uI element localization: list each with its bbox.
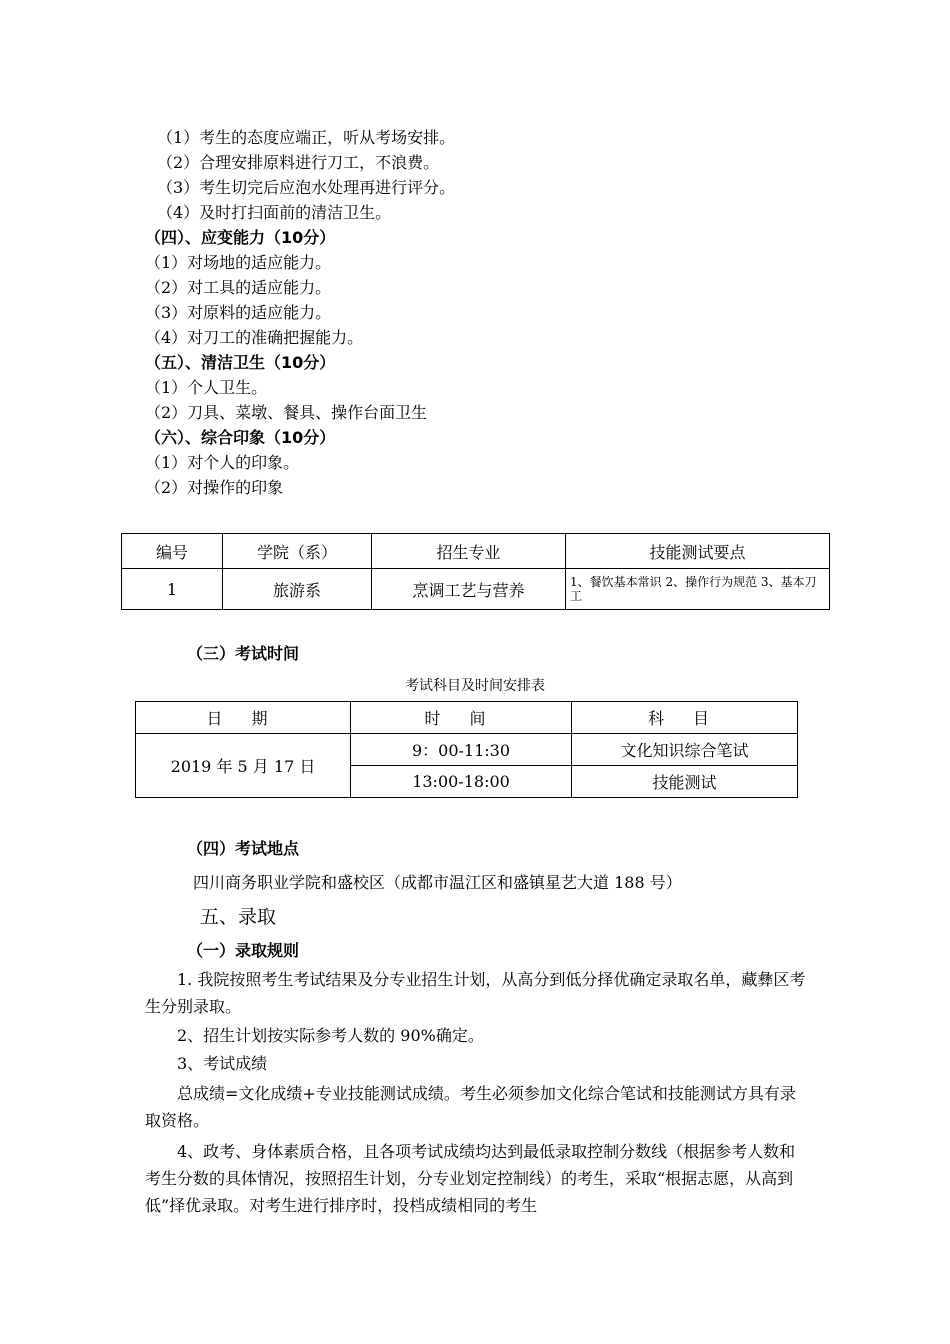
- exam-address: 四川商务职业学院和盛校区（成都市温江区和盛镇星艺大道 188 号）: [193, 873, 682, 892]
- paragraph: 2、招生计划按实际参考人数的 90%确定。: [177, 1026, 484, 1045]
- column-header: 学院（系）: [223, 534, 372, 569]
- section-heading: （一）录取规则: [187, 941, 300, 960]
- section-heading: （四）、应变能力（10分）: [145, 228, 336, 247]
- column-header: 时 间: [351, 702, 572, 734]
- paragraph: 1. 我院按照考生考试结果及分专业招生计划，从高分到低分择优确定录取名单，藏彝区考生分别录取。: [145, 970, 806, 1016]
- table-header-row: [122, 534, 830, 569]
- table-cell: 1: [122, 569, 223, 610]
- column-header: 编号: [122, 534, 223, 569]
- list-item: （1）对个人的印象。: [145, 453, 300, 472]
- table-cell: 技能测试: [572, 766, 798, 798]
- table-cell: 13:00-18:00: [351, 766, 572, 798]
- list-item: （1）对场地的适应能力。: [145, 253, 332, 272]
- list-item: （2）合理安排原料进行刀工，不浪费。: [157, 153, 440, 172]
- list-item: （4）对刀工的准确把握能力。: [145, 328, 364, 347]
- table-cell: 烹调工艺与营养: [372, 569, 566, 610]
- list-item: （1）个人卫生。: [145, 378, 268, 397]
- table-cell: 旅游系: [223, 569, 372, 610]
- table-cell: 2019 年 5 月 17 日: [136, 734, 351, 798]
- list-item: （4）及时打扫面前的清洁卫生。: [157, 203, 392, 222]
- list-item: （2）对工具的适应能力。: [145, 278, 332, 297]
- section-heading: （四）考试地点: [187, 839, 300, 858]
- table-header-row: [136, 702, 798, 734]
- list-item: （3）考生切完后应泡水处理再进行评分。: [157, 178, 456, 197]
- table-caption: 考试科目及时间安排表: [405, 678, 545, 694]
- paragraph: 4、政考、身体素质合格，且各项考试成绩均达到最低录取控制分数线（根据参考人数和考生分数的具体情况，按照招生计划，分专业划定控制线）的考生，采取“根据志愿，从高到低”择优录取。对考生进行排序时，投档成绩相同的考生: [145, 1142, 796, 1215]
- paragraph: 3、考试成绩: [177, 1054, 268, 1073]
- list-item: （1）考生的态度应端正，听从考场安排。: [157, 128, 456, 147]
- column-header: 技能测试要点: [566, 534, 830, 569]
- skills-table: [121, 533, 830, 610]
- section-heading: （六）、综合印象（10分）: [145, 428, 336, 447]
- list-item: （2）对操作的印象: [145, 478, 284, 497]
- list-item: （2）刀具、菜墩、餐具、操作台面卫生: [145, 403, 428, 422]
- table-cell: 9：00-11:30: [351, 734, 572, 766]
- column-header: 科 目: [572, 702, 798, 734]
- paragraph: 总成绩=文化成绩+专业技能测试成绩。考生必须参加文化综合笔试和技能测试方具有录取资格。: [145, 1084, 796, 1130]
- list-item: （3）对原料的适应能力。: [145, 303, 332, 322]
- table-row: [122, 569, 830, 610]
- table-cell: 文化知识综合笔试: [572, 734, 798, 766]
- exam-schedule-table: [135, 701, 798, 798]
- section-heading: （五）、清洁卫生（10分）: [145, 353, 336, 372]
- table-cell: 1、餐饮基本常识 2、操作行为规范 3、基本刀工: [566, 569, 830, 610]
- table-row: [136, 734, 798, 766]
- column-header: 日 期: [136, 702, 351, 734]
- section-heading: （三）考试时间: [187, 644, 300, 663]
- column-header: 招生专业: [372, 534, 566, 569]
- section-heading: 五、录取: [200, 906, 277, 928]
